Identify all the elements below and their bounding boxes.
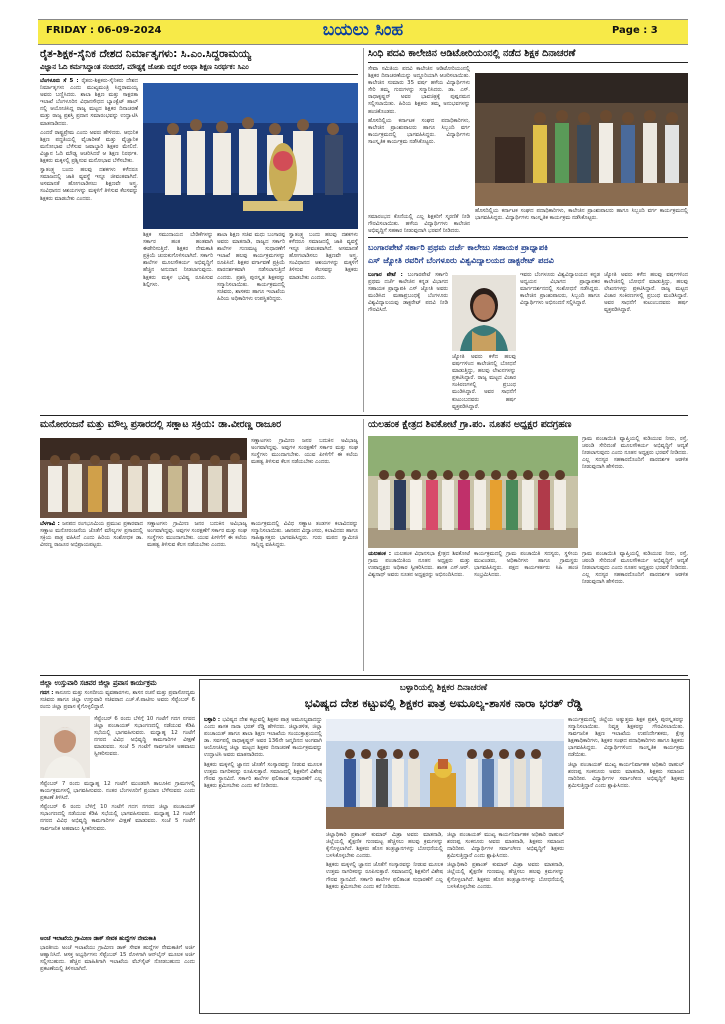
story7-photo	[326, 719, 564, 829]
story3-paragraph: ಬಂಗಾರಪೇಟೆ ಸರ್ಕಾರಿ ಪ್ರಥಮ ದರ್ಜೆ ಕಾಲೇಜಿನ ಕನ್ನಡ ವಿಭಾಗದ ಸಹಾಯಕ ಪ್ರಾಧ್ಯಾಪಕಿ ಎಸ್ ಜ್ಯೋತಿ ಅವರು ಮಂಡಿಸಿದ ಮಹಾಪ್ರಬಂಧಕ್ಕೆ ಬೆಂಗಳೂರು ವಿಶ್ವವಿದ್ಯಾಲಯವು ಡಾಕ್ಟರೇಟ್ ಪದವಿ ನೀಡಿ ಗೌರವಿಸಿದೆ.	[368, 272, 448, 314]
story7-paragraph: ಜಿಲ್ಲಾ ಪಂಚಾಯತ್ ಮುಖ್ಯ ಕಾರ್ಯನಿರ್ವಾಹಕ ಅಧಿಕಾರಿ ರಾಹುಲ್ ಶರಣಪ್ಪ ಸಂಕನೂರು ಅವರು ಮಾತನಾಡಿ, ಶಿಕ್ಷಕರು ಸಮಾಜದ ದಾರಿದೀಪ. ವಿದ್ಯಾರ್ಥಿಗಳ ಸರ್ವಾಂಗೀಣ ಅಭಿವೃದ್ಧಿಗೆ ಶಿಕ್ಷಕರು ಶ್ರಮಿಸುತ್ತಿದ್ದಾರೆ ಎಂದು ಶ್ಲಾಘಿಸಿದರು.	[568, 761, 684, 789]
story7-paragraph: ಕಾರ್ಯಕ್ರಮದಲ್ಲಿ ಜಿಲ್ಲೆಯ ಅತ್ಯುತ್ತಮ ಶಿಕ್ಷಕ ಪ್ರಶಸ್ತಿ ಪುರಸ್ಕೃತರನ್ನು ಸನ್ಮಾನಿಸಲಾಯಿತು. ನಿವೃತ್ತ ಶಿಕ್ಷಕರನ್ನು ಗೌರವಿಸಲಾಯಿತು. ಸಾರ್ವಜನಿಕ ಶಿಕ್ಷಣ ಇಲಾಖೆಯ ಉಪನಿರ್ದೇಶಕರು, ಕ್ಷೇತ್ರ ಶಿಕ್ಷಣಾಧಿಕಾರಿಗಳು, ಶಿಕ್ಷಕರ ಸಂಘದ ಪದಾಧಿಕಾರಿಗಳು ಹಾಗೂ ಶಿಕ್ಷಕರು ಭಾಗವಹಿಸಿದ್ದರು. ವಿದ್ಯಾರ್ಥಿಗಳಿಂದ ಸಾಂಸ್ಕೃತಿಕ ಕಾರ್ಯಕ್ರಮ ನಡೆಯಿತು.	[568, 717, 684, 759]
story7-paragraph: ಶಿಕ್ಷಕರು ಮಕ್ಕಳಲ್ಲಿ ಜ್ಞಾನದ ಜೊತೆಗೆ ಸಂಸ್ಕಾರವನ್ನು ನೀಡುವ ಮೂಲಕ ಉತ್ತಮ ನಾಗರಿಕರನ್ನು ರೂಪಿಸುತ್ತಾರೆ. ಸಮಾಜದಲ್ಲಿ ಶಿಕ್ಷಕರಿಗೆ ವಿಶೇಷ ಗೌರವ ಸ್ಥಾನವಿದೆ. ಸರ್ಕಾರಿ ಶಾಲೆಗಳ ಫಲಿತಾಂಶ ಸುಧಾರಣೆಗೆ ಎಲ್ಲ ಶಿಕ್ಷಕರು ಶ್ರಮಿಸಬೇಕು ಎಂದು ಕರೆ ನೀಡಿದರು.	[204, 761, 322, 789]
story1-paragraph: ಸ್ವಾತಂತ್ರ್ಯ ಬಂದು ಹಲವು ದಶಕಗಳು ಕಳೆದರೂ ಸಮಾಜದಲ್ಲಿ ಜಾತಿ ವ್ಯವಸ್ಥೆ ಇನ್ನೂ ಜೀವಂತವಾಗಿದೆ. ಅಸಮಾನತೆ ಹೋಗಲಾಡಿಸಲು ಶಿಕ್ಷಣವೇ ಅಸ್ತ್ರ. ಸಂವಿಧಾನದ ಆಶಯಗಳನ್ನು ಮಕ್ಕಳಿಗೆ ತಿಳಿಸುವ ಕೆಲಸವನ್ನು ಶಿಕ್ಷಕರು ಮಾಡಬೇಕು ಎಂದರು.	[289, 232, 358, 281]
story5-paragraph: ಕಾರ್ಯಕ್ರಮದಲ್ಲಿ ಗ್ರಾಮ ಪಂಚಾಯಿತಿ ಸದಸ್ಯರು, ಸ್ಥಳೀಯ ಮುಖಂಡರು, ಅಧಿಕಾರಿಗಳು ಹಾಗೂ ಗ್ರಾಮಸ್ಥರು ಭಾಗವಹಿಸಿದ್ದರು. ಪಕ್ಷದ ಕಾರ್ಯಕರ್ತರು ಸಿಹಿ ಹಂಚಿ ಸಂಭ್ರಮಿಸಿದರು.	[474, 551, 578, 579]
story1-paragraph: ರೈತರು-ಶಿಕ್ಷಕರು-ಸೈನಿಕರು ದೇಶದ ನಿರ್ಮಾತೃಗಳು ಎಂದು ಮುಖ್ಯಮಂತ್ರಿ ಸಿದ್ದರಾಮಯ್ಯ ಅವರು ಬಣ್ಣಿಸಿದರು. ಶಾಲಾ ಶಿಕ್ಷಣ ಮತ್ತು ಸಾಕ್ಷರತಾ ಇಲಾಖೆ ಬೆಂಗಳೂರಿನ ವಿಧಾನಸೌಧದ ಬ್ಯಾಂಕ್ವೆಟ್ ಹಾಲ್ ನಲ್ಲಿ ಆಯೋಜಿಸಿದ್ದ ರಾಜ್ಯ ಮಟ್ಟದ ಶಿಕ್ಷಕರ ದಿನಾಚರಣೆ ಮತ್ತು ರಾಜ್ಯ ಪ್ರಶಸ್ತಿ ಪ್ರದಾನ ಸಮಾರಂಭವನ್ನು ಉದ್ಘಾಟಿಸಿ ಮಾತನಾಡಿದರು.	[40, 78, 138, 127]
story7-column-4	[568, 717, 684, 1007]
story5-column-1	[582, 436, 688, 548]
story2-paragraph: ಹೊಸದಿಲ್ಲಿಯ ಕರ್ನಾಟಕ ಸಂಘದ ಪದಾಧಿಕಾರಿಗಳು, ಕಾಲೇಜಿನ ಪ್ರಾಂಶುಪಾಲರು ಹಾಗೂ ಸಿಬ್ಬಂದಿ ವರ್ಗ ಕಾರ್ಯಕ್ರಮದಲ್ಲಿ ಭಾಗವಹಿಸಿದ್ದರು. ವಿದ್ಯಾರ್ಥಿಗಳು ಸಾಂಸ್ಕೃತಿಕ ಕಾರ್ಯಕ್ರಮ ನಡೆಸಿಕೊಟ್ಟರು.	[368, 117, 470, 145]
story5-column-2	[368, 551, 470, 671]
story3-paragraph: ಜ್ಯೋತಿ ಅವರು ಕಳೆದ ಹಲವು ವರ್ಷಗಳಿಂದ ಕಾಲೇಜಿನಲ್ಲಿ ಬೋಧನೆ ಮಾಡುತ್ತಿದ್ದು, ಹಲವು ಲೇಖನಗಳನ್ನು ಪ್ರಕಟಿಸಿದ್ದಾರೆ. ರಾಜ್ಯ ಮಟ್ಟದ ವಿಚಾರ ಸಂಕಿರಣಗಳಲ್ಲಿ ಪ್ರಬಂಧ ಮಂಡಿಸಿದ್ದಾರೆ. ಅವರ ಸಾಧನೆಗೆ ಕುಟುಂಬದವರು ಹರ್ಷ ವ್ಯಕ್ತಪಡಿಸಿದ್ದಾರೆ.	[604, 272, 688, 314]
story4-paragraph: ಜನಪದ ರಂಗಭೂಮಿಯ ಪ್ರಮುಖ ಪ್ರಕಾರವಾದ ಸಣ್ಣಾಟ ಮನೋರಂಜನೆಯ ಜೊತೆಗೆ ಮೌಲ್ಯಗಳ ಪ್ರಸಾರದಲ್ಲಿ ಸಕ್ರಿಯ ಪಾತ್ರ ವಹಿಸಿದೆ ಎಂದು ಹಿರಿಯ ಸಂಶೋಧಕ ಡಾ. ವೀರಣ್ಣ ರಾಜೂರ ಅಭಿಪ್ರಾಯಪಟ್ಟರು.	[40, 521, 143, 549]
story2-paragraph: ಸಮಾರಂಭದ ಕೊನೆಯಲ್ಲಿ ಎಲ್ಲ ಶಿಕ್ಷಕರಿಗೆ ಸ್ಮರಣಿಕೆ ನೀಡಿ ಗೌರವಿಸಲಾಯಿತು. ಹಳೆಯ ವಿದ್ಯಾರ್ಥಿಗಳು ಕಾಲೇಜಿನ ಅಭಿವೃದ್ಧಿಗೆ ಸಹಕಾರ ನೀಡುವುದಾಗಿ ಭರವಸೆ ನೀಡಿದರು.	[368, 214, 470, 234]
story6-column-3	[40, 945, 195, 1009]
story2-photo	[475, 73, 688, 206]
story2-paragraph: ಹೊಸದಿಲ್ಲಿಯ ಕರ್ನಾಟಕ ಸಂಘದ ಪದಾಧಿಕಾರಿಗಳು, ಕಾಲೇಜಿನ ಪ್ರಾಂಶುಪಾಲರು ಹಾಗೂ ಸಿಬ್ಬಂದಿ ವರ್ಗ ಕಾರ್ಯಕ್ರಮದಲ್ಲಿ ಭಾಗವಹಿಸಿದ್ದರು. ವಿದ್ಯಾರ್ಥಿಗಳು ಸಾಂಸ್ಕೃತಿಕ ಕಾರ್ಯಕ್ರಮ ನಡೆಸಿಕೊಟ್ಟರು.	[475, 208, 688, 222]
story6-dateline: ಗದಗ :	[40, 690, 54, 696]
story4-paragraph: ಸಣ್ಣಾಟಗಳು ಗ್ರಾಮೀಣ ಜನರ ಬದುಕಿನ ಅವಿಭಾಜ್ಯ ಅಂಗವಾಗಿದ್ದವು. ಅವುಗಳ ಸಂರಕ್ಷಣೆಗೆ ಸರ್ಕಾರ ಮತ್ತು ಸಂಘ ಸಂಸ್ಥೆಗಳು ಮುಂದಾಗಬೇಕು. ಯುವ ಪೀಳಿಗೆಗೆ ಈ ಕಲೆಯ ಮಹತ್ವ ತಿಳಿಸುವ ಕೆಲಸ ನಡೆಯಬೇಕು ಎಂದರು.	[147, 521, 247, 549]
page-number: Page : 3	[612, 25, 658, 36]
story7-paragraph: ಜಿಲ್ಲಾ ಪಂಚಾಯತ್ ಮುಖ್ಯ ಕಾರ್ಯನಿರ್ವಾಹಕ ಅಧಿಕಾರಿ ರಾಹುಲ್ ಶರಣಪ್ಪ ಸಂಕನೂರು ಅವರು ಮಾತನಾಡಿ, ಶಿಕ್ಷಕರು ಸಮಾಜದ ದಾರಿದೀಪ. ವಿದ್ಯಾರ್ಥಿಗಳ ಸರ್ವಾಂಗೀಣ ಅಭಿವೃದ್ಧಿಗೆ ಶಿಕ್ಷಕರು ಶ್ರಮಿಸುತ್ತಿದ್ದಾರೆ ಎಂದು ಶ್ಲಾಘಿಸಿದರು.	[447, 832, 564, 860]
story6-paragraph: ಕಾನೂನು ಮತ್ತು ಸಂಸದೀಯ ವ್ಯವಹಾರಗಳು, ಶಾಸನ ರಚನೆ ಮತ್ತು ಪ್ರವಾಸೋದ್ಯಮ ಸಚಿವರು ಹಾಗೂ ಜಿಲ್ಲಾ ಉಸ್ತುವಾರಿ ಸಚಿವರಾದ ಎಚ್.ಕೆ.ಪಾಟೀಲ ಅವರು ಸೆಪ್ಟೆಂಬರ್ 6 ರಂದು ಜಿಲ್ಲಾ ಪ್ರವಾಸ ಕೈಗೊಳ್ಳಲಿದ್ದಾರೆ.	[40, 690, 195, 711]
story5-dateline: ಯಲಹಂಕ :	[368, 551, 392, 557]
story2-paragraph: ಸೇವಾ ಸಮಿತಿಯ ಪದವಿ ಕಾಲೇಜಿನ ಆಡಿಟೋರಿಯಂನಲ್ಲಿ ಶಿಕ್ಷಕರ ದಿನಾಚರಣೆಯನ್ನು ಅದ್ದೂರಿಯಾಗಿ ಆಚರಿಸಲಾಯಿತು. ಕಾಲೇಜಿನ ಸುಮಾರು 35 ವರ್ಷ ಹಳೆಯ ವಿದ್ಯಾರ್ಥಿಗಳು ಸೇರಿ ತಮ್ಮ ಗುರುಗಳನ್ನು ಸನ್ಮಾನಿಸಿದರು. ಡಾ. ಎಸ್. ರಾಧಾಕೃಷ್ಣನ್ ಅವರ ಭಾವಚಿತ್ರಕ್ಕೆ ಪುಷ್ಪನಮನ ಸಲ್ಲಿಸಲಾಯಿತು. ಹಿರಿಯ ಶಿಕ್ಷಕರು ತಮ್ಮ ಅನುಭವಗಳನ್ನು ಹಂಚಿಕೊಂಡರು.	[368, 66, 470, 115]
story1-column-4	[289, 232, 358, 412]
story1-paragraph: ಎಂದರೆ ರಾಷ್ಟ್ರಪ್ರೇಮ ಎಂದು ಅವರು ಹೇಳಿದರು. ಆಧುನಿಕ ಶಿಕ್ಷಣ ಪದ್ಧತಿಯಲ್ಲಿ ವೈಚಾರಿಕತೆ ಮತ್ತು ವೈಜ್ಞಾನಿಕ ಮನೋಭಾವ ಬೆಳೆಸುವ ಜವಾಬ್ದಾರಿ ಶಿಕ್ಷಕರ ಮೇಲಿದೆ. ವಿಜ್ಞಾನ ಓದಿ ಮೌಢ್ಯ ಆಚರಿಸಿದರೆ ಆ ಶಿಕ್ಷಣ ನಿರರ್ಥಕ. ಶಿಕ್ಷಕರು ಮಕ್ಕಳಲ್ಲಿ ಪ್ರಶ್ನಿಸುವ ಮನೋಭಾವ ಬೆಳೆಸಬೇಕು.	[40, 129, 138, 165]
story1-column-1	[40, 78, 138, 412]
story4-column-2	[40, 521, 143, 671]
story7-paragraph: ಜಿಲ್ಲಾಧಿಕಾರಿ ಪ್ರಶಾಂತ್ ಕುಮಾರ್ ಮಿಶ್ರಾ ಅವರು ಮಾತನಾಡಿ, ಜಿಲ್ಲೆಯಲ್ಲಿ ಶೈಕ್ಷಣಿಕ ಗುಣಮಟ್ಟ ಹೆಚ್ಚಿಸಲು ಹಲವು ಕ್ರಮಗಳನ್ನು ಕೈಗೊಳ್ಳಲಾಗಿದೆ. ಶಿಕ್ಷಕರು ಹೊಸ ತಂತ್ರಜ್ಞಾನಗಳನ್ನು ಬೋಧನೆಯಲ್ಲಿ ಬಳಸಿಕೊಳ್ಳಬೇಕು ಎಂದರು.	[447, 862, 564, 890]
story4-paragraph: ಕಾರ್ಯಕ್ರಮದಲ್ಲಿ ವಿವಿಧ ಸಣ್ಣಾಟ ತಂಡಗಳ ಕಲಾವಿದರನ್ನು ಸನ್ಮಾನಿಸಲಾಯಿತು. ಜಾನಪದ ವಿದ್ವಾಂಸರು, ಕಲಾವಿದರು ಹಾಗೂ ಸಾಹಿತ್ಯಾಸಕ್ತರು ಭಾಗವಹಿಸಿದ್ದರು. ಗುರು ಮಠದ ಸ್ವಾಮೀಜಿ ಸಾನ್ನಿಧ್ಯ ವಹಿಸಿದ್ದರು.	[251, 521, 358, 549]
story7-column-2	[326, 832, 443, 1007]
story6-column-1	[94, 716, 195, 778]
story7-paragraph: ಜಿಲ್ಲಾಧಿಕಾರಿ ಪ್ರಶಾಂತ್ ಕುಮಾರ್ ಮಿಶ್ರಾ ಅವರು ಮಾತನಾಡಿ, ಜಿಲ್ಲೆಯಲ್ಲಿ ಶೈಕ್ಷಣಿಕ ಗುಣಮಟ್ಟ ಹೆಚ್ಚಿಸಲು ಹಲವು ಕ್ರಮಗಳನ್ನು ಕೈಗೊಳ್ಳಲಾಗಿದೆ. ಶಿಕ್ಷಕರು ಹೊಸ ತಂತ್ರಜ್ಞಾನಗಳನ್ನು ಬೋಧನೆಯಲ್ಲಿ ಬಳಸಿಕೊಳ್ಳಬೇಕು ಎಂದರು.	[326, 832, 443, 860]
story6-paragraph: ಸೆಪ್ಟೆಂಬರ್ 6 ರಂದು ಬೆಳಿಗ್ಗೆ 10 ಗಂಟೆಗೆ ಗದಗ ನಗರದ ಜಿಲ್ಲಾ ಪಂಚಾಯತ್ ಸಭಾಂಗಣದಲ್ಲಿ ನಡೆಯುವ ಕೆಡಿಪಿ ಸಭೆಯಲ್ಲಿ ಭಾಗವಹಿಸುವರು. ಮಧ್ಯಾಹ್ನ 12 ಗಂಟೆಗೆ ನಗರದ ವಿವಿಧ ಅಭಿವೃದ್ಧಿ ಕಾಮಗಾರಿಗಳ ವೀಕ್ಷಣೆ ಮಾಡುವರು. ಸಂಜೆ 5 ಗಂಟೆಗೆ ಸಾರ್ವಜನಿಕ ಅಹವಾಲು ಸ್ವೀಕರಿಸುವರು.	[40, 804, 195, 832]
story1-headline: ರೈತ-ಶಿಕ್ಷಕ-ಸೈನಿಕ ದೇಶದ ನಿರ್ಮಾತೃಗಳು: ಸಿ.ಎಂ.ಸಿದ್ದರಾಮಯ್ಯ	[40, 48, 252, 60]
divider	[40, 415, 688, 416]
divider	[40, 675, 688, 676]
story6-headline: ಜಿಲ್ಲಾ ಉಸ್ತುವಾರಿ ಸಚಿವರ ಜಿಲ್ಲಾ ಪ್ರವಾಸ ಕಾರ್ಯಕ್ರಮ	[40, 679, 157, 687]
story7-kicker: ಬಳ್ಳಾರಿಯಲ್ಲಿ ಶಿಕ್ಷಕರ ದಿನಾಚರಣೆ	[399, 683, 488, 693]
story6-paragraph: ಭಾರತೀಯ ಅಂಚೆ ಇಲಾಖೆಯು ಗ್ರಾಮೀಣ ಡಾಕ್ ಸೇವಕ ಹುದ್ದೆಗಳ ನೇಮಕಾತಿಗೆ ಅರ್ಜಿ ಆಹ್ವಾನಿಸಿದೆ. ಆಸಕ್ತ ಅಭ್ಯರ್ಥಿಗಳು ಸೆಪ್ಟೆಂಬರ್ 15 ರೊಳಗಾಗಿ ಆನ್‌ಲೈನ್ ಮೂಲಕ ಅರ್ಜಿ ಸಲ್ಲಿಸಬಹುದು. ಹೆಚ್ಚಿನ ಮಾಹಿತಿಗಾಗಿ ಇಲಾಖೆಯ ವೆಬ್‌ಸೈಟ್ ನೋಡಬಹುದು ಎಂದು ಪ್ರಕಟಣೆಯಲ್ಲಿ ತಿಳಿಸಲಾಗಿದೆ.	[40, 945, 195, 973]
story3-headline-line2: ಎಸ್ ಜ್ಯೋತಿ ರವರಿಗೆ ಬೆಂಗಳೂರು ವಿಶ್ವವಿದ್ಯಾಲಯದ ಡಾಕ್ಟರೇಟ್ ಪದವಿ	[368, 255, 554, 265]
story3-dateline: ಬಂಗಾರ ಪೇಟೆ :	[368, 272, 403, 278]
story1-paragraph: ಶಿಕ್ಷಕ ಸಮುದಾಯದ ಬೇಡಿಕೆಗಳನ್ನು ಸರ್ಕಾರ ಹಂತ ಹಂತವಾಗಿ ಈಡೇರಿಸುತ್ತಿದೆ. ಶಿಕ್ಷಕರ ನೇಮಕಾತಿ ಪ್ರಕ್ರಿಯೆ ಚುರುಕುಗೊಳಿಸಲಾಗಿದೆ. ಸರ್ಕಾರಿ ಶಾಲೆಗಳ ಮೂಲಸೌಕರ್ಯ ಅಭಿವೃದ್ಧಿಗೆ ಹೆಚ್ಚಿನ ಅನುದಾನ ನೀಡಲಾಗುವುದು. ಶಿಕ್ಷಕರು ಮಕ್ಕಳ ಭವಿಷ್ಯ ರೂಪಿಸುವ ಶಿಲ್ಪಿಗಳು.	[143, 232, 213, 288]
story5-headline: ಯಲಹಂಕ ಕ್ಷೇತ್ರದ ಶಿವಕೋಟೆ ಗ್ರಾ.ಪಂ. ನೂತನ ಅಧ್ಯಕ್ಷರ ಪದಗ್ರಹಣ	[368, 419, 572, 430]
newspaper-title: ಬಯಲು ಸಿಂಹ	[322, 20, 404, 40]
story7-column-3	[447, 832, 564, 1007]
story5-paragraph: ಗ್ರಾಮ ಪಂಚಾಯಿತಿ ವ್ಯಾಪ್ತಿಯಲ್ಲಿ ಕುಡಿಯುವ ನೀರು, ರಸ್ತೆ, ಚರಂಡಿ ಸೇರಿದಂತೆ ಮೂಲಸೌಕರ್ಯ ಅಭಿವೃದ್ಧಿಗೆ ಆದ್ಯತೆ ನೀಡಲಾಗುವುದು ಎಂದು ನೂತನ ಅಧ್ಯಕ್ಷರು ಭರವಸೆ ನೀಡಿದರು. ಎಲ್ಲ ಸದಸ್ಯರ ಸಹಕಾರದೊಂದಿಗೆ ಪಾರದರ್ಶಕ ಆಡಳಿತ ನೀಡುವುದಾಗಿ ಹೇಳಿದರು.	[582, 551, 688, 586]
story4-column-3	[147, 521, 247, 671]
story2-column-1	[368, 66, 470, 212]
story3-portrait	[452, 275, 516, 351]
story5-paragraph: ಗ್ರಾಮ ಪಂಚಾಯಿತಿ ವ್ಯಾಪ್ತಿಯಲ್ಲಿ ಕುಡಿಯುವ ನೀರು, ರಸ್ತೆ, ಚರಂಡಿ ಸೇರಿದಂತೆ ಮೂಲಸೌಕರ್ಯ ಅಭಿವೃದ್ಧಿಗೆ ಆದ್ಯತೆ ನೀಡಲಾಗುವುದು ಎಂದು ನೂತನ ಅಧ್ಯಕ್ಷರು ಭರವಸೆ ನೀಡಿದರು. ಎಲ್ಲ ಸದಸ್ಯರ ಸಹಕಾರದೊಂದಿಗೆ ಪಾರದರ್ಶಕ ಆಡಳಿತ ನೀಡುವುದಾಗಿ ಹೇಳಿದರು.	[582, 436, 688, 471]
story6-paragraph: ಸೆಪ್ಟೆಂಬರ್ 6 ರಂದು ಬೆಳಿಗ್ಗೆ 10 ಗಂಟೆಗೆ ಗದಗ ನಗರದ ಜಿಲ್ಲಾ ಪಂಚಾಯತ್ ಸಭಾಂಗಣದಲ್ಲಿ ನಡೆಯುವ ಕೆಡಿಪಿ ಸಭೆಯಲ್ಲಿ ಭಾಗವಹಿಸುವರು. ಮಧ್ಯಾಹ್ನ 12 ಗಂಟೆಗೆ ನಗರದ ವಿವಿಧ ಅಭಿವೃದ್ಧಿ ಕಾಮಗಾರಿಗಳ ವೀಕ್ಷಣೆ ಮಾಡುವರು. ಸಂಜೆ 5 ಗಂಟೆಗೆ ಸಾರ್ವಜನಿಕ ಅಹವಾಲು ಸ್ವೀಕರಿಸುವರು.	[94, 716, 195, 758]
story3-paragraph: ಜ್ಯೋತಿ ಅವರು ಕಳೆದ ಹಲವು ವರ್ಷಗಳಿಂದ ಕಾಲೇಜಿನಲ್ಲಿ ಬೋಧನೆ ಮಾಡುತ್ತಿದ್ದು, ಹಲವು ಲೇಖನಗಳನ್ನು ಪ್ರಕಟಿಸಿದ್ದಾರೆ. ರಾಜ್ಯ ಮಟ್ಟದ ವಿಚಾರ ಸಂಕಿರಣಗಳಲ್ಲಿ ಪ್ರಬಂಧ ಮಂಡಿಸಿದ್ದಾರೆ. ಅವರ ಸಾಧನೆಗೆ ಕುಟುಂಬದವರು ಹರ್ಷ ವ್ಯಕ್ತಪಡಿಸಿದ್ದಾರೆ.	[452, 354, 516, 410]
story1-paragraph: ಸ್ವಾತಂತ್ರ್ಯ ಬಂದು ಹಲವು ದಶಕಗಳು ಕಳೆದರೂ ಸಮಾಜದಲ್ಲಿ ಜಾತಿ ವ್ಯವಸ್ಥೆ ಇನ್ನೂ ಜೀವಂತವಾಗಿದೆ. ಅಸಮಾನತೆ ಹೋಗಲಾಡಿಸಲು ಶಿಕ್ಷಣವೇ ಅಸ್ತ್ರ. ಸಂವಿಧಾನದ ಆಶಯಗಳನ್ನು ಮಕ್ಕಳಿಗೆ ತಿಳಿಸುವ ಕೆಲಸವನ್ನು ಶಿಕ್ಷಕರು ಮಾಡಬೇಕು ಎಂದರು.	[40, 167, 138, 202]
story3-column-3	[520, 272, 600, 412]
story7-column-1	[204, 717, 322, 1007]
story2-column-2	[368, 214, 470, 234]
story3-column-1	[368, 272, 448, 412]
divider	[40, 74, 358, 75]
divider	[363, 48, 364, 412]
story5-photo	[368, 436, 578, 548]
story7-dateline: ಬಳ್ಳಾರಿ :	[204, 717, 221, 723]
story1-column-2	[143, 232, 213, 412]
story4-column-4	[251, 521, 358, 671]
story1-subhead: ವಿಜ್ಞಾನ ಓದಿ ಕರ್ಮಸಿದ್ಧಾಂತ ನಂಬಿದರೆ, ಮೌಢ್ಯಕ್ಕೆ ಜೋತು ಬಿದ್ದರೆ ಅಂಥಾ ಶಿಕ್ಷಣ ನಿರರ್ಥಕ: ಸಿಎಂ	[40, 63, 249, 71]
divider	[368, 237, 688, 238]
story3-headline: ಬಂಗಾರಪೇಟೆ ಸರ್ಕಾರಿ ಪ್ರಥಮ ದರ್ಜೆ ಕಾಲೇಜು ಸಹಾಯಕ ಪ್ರಾಧ್ಯಾಪಕಿ	[368, 242, 549, 252]
story2-headline: ಸಿಂಧಿ ಪದವಿ ಕಾಲೇಜಿನ ಆಡಿಟೋರಿಯಂನಲ್ಲಿ ನಡೆದ ಶಿಕ್ಷಕ ದಿನಾಚರಣೆ	[368, 48, 576, 59]
story6-paragraph: ಸೆಪ್ಟೆಂಬರ್ 7 ರಂದು ಮಧ್ಯಾಹ್ನ 12 ಗಂಟೆಗೆ ಮುಂಡರಗಿ ತಾಲೂಕಿನ ಗ್ರಾಮಗಳಲ್ಲಿ ಕಾರ್ಯಕ್ರಮಗಳಲ್ಲಿ ಭಾಗವಹಿಸುವರು. ನಂತರ ಬೆಂಗಳೂರಿಗೆ ಪ್ರಯಾಣ ಬೆಳೆಸುವರು ಎಂದು ಪ್ರಕಟಣೆ ತಿಳಿಸಿದೆ.	[40, 781, 195, 802]
story5-column-3	[474, 551, 578, 671]
story1-photo	[143, 83, 358, 229]
story6-subhead: ಅಂಚೆ ಇಲಾಖೆಯ ಗ್ರಾಮೀಣ ಡಾಕ್ ಸೇವಕ ಹುದ್ದೆಗಳ ನೇಮಕಾತಿ	[40, 936, 157, 942]
story4-dateline: ಬೆಳಗಾವಿ :	[40, 521, 60, 527]
story3-column-2	[452, 354, 516, 412]
story4-photo	[40, 438, 247, 518]
story7-headline: ಭವಿಷ್ಯದ ದೇಶ ಕಟ್ಟುವಲ್ಲಿ ಶಿಕ್ಷಕರ ಪಾತ್ರ ಅಮೂಲ್ಯ-ಶಾಸಕ ನಾರಾ ಭರತ್ ರೆಡ್ಡಿ	[304, 696, 583, 710]
story1-paragraph: ಶಾಲಾ ಶಿಕ್ಷಣ ಸಚಿವ ಮಧು ಬಂಗಾರಪ್ಪ ಅವರು ಮಾತನಾಡಿ, ರಾಜ್ಯದ ಸರ್ಕಾರಿ ಶಾಲೆಗಳ ಗುಣಮಟ್ಟ ಸುಧಾರಣೆಗೆ ಇಲಾಖೆ ಹಲವು ಕಾರ್ಯಕ್ರಮಗಳನ್ನು ರೂಪಿಸಿದೆ. ಶಿಕ್ಷಕರ ವರ್ಗಾವಣೆ ಪ್ರಕ್ರಿಯೆ ಪಾರದರ್ಶಕವಾಗಿ ನಡೆಸಲಾಗುತ್ತಿದೆ ಎಂದರು. ಪ್ರಶಸ್ತಿ ಪುರಸ್ಕೃತ ಶಿಕ್ಷಕರನ್ನು ಸನ್ಮಾನಿಸಲಾಯಿತು. ಕಾರ್ಯಕ್ರಮದಲ್ಲಿ ಸಚಿವರು, ಶಾಸಕರು ಹಾಗೂ ಇಲಾಖೆಯ ಹಿರಿಯ ಅಧಿಕಾರಿಗಳು ಉಪಸ್ಥಿತರಿದ್ದರು.	[217, 232, 285, 302]
story5-paragraph: ಯಲಹಂಕ ವಿಧಾನಸಭಾ ಕ್ಷೇತ್ರದ ಶಿವಕೋಟೆ ಗ್ರಾಮ ಪಂಚಾಯಿತಿಯ ನೂತನ ಅಧ್ಯಕ್ಷರು ಮತ್ತು ಉಪಾಧ್ಯಕ್ಷರು ಅಧಿಕಾರ ಸ್ವೀಕರಿಸಿದರು. ಶಾಸಕ ಎಸ್.ಆರ್. ವಿಶ್ವನಾಥ್ ಅವರು ನೂತನ ಅಧ್ಯಕ್ಷರನ್ನು ಅಭಿನಂದಿಸಿದರು.	[368, 551, 470, 579]
story5-column-4	[582, 551, 688, 671]
story1-dateline: ಬೆಂಗಳೂರು ಸೆ 5 :	[40, 78, 79, 84]
story3-column-4	[604, 272, 688, 412]
divider	[363, 419, 364, 671]
story4-column-1	[251, 438, 358, 518]
issue-date: FRIDAY : 06-09-2024	[46, 25, 162, 36]
story4-headline: ಮನೋರಂಜನೆ ಮತ್ತು ಮೌಲ್ಯ ಪ್ರಸಾರದಲ್ಲಿ ಸಣ್ಣಾಟ ಸಕ್ರಿಯ: ಡಾ.ವೀರಣ್ಣ ರಾಜೂರ	[40, 419, 282, 430]
story6-intro	[40, 690, 195, 714]
story6-portrait	[40, 716, 90, 778]
story1-column-3	[217, 232, 285, 412]
story2-column-3	[475, 208, 688, 234]
story7-paragraph: ಶಿಕ್ಷಕರು ಮಕ್ಕಳಲ್ಲಿ ಜ್ಞಾನದ ಜೊತೆಗೆ ಸಂಸ್ಕಾರವನ್ನು ನೀಡುವ ಮೂಲಕ ಉತ್ತಮ ನಾಗರಿಕರನ್ನು ರೂಪಿಸುತ್ತಾರೆ. ಸಮಾಜದಲ್ಲಿ ಶಿಕ್ಷಕರಿಗೆ ವಿಶೇಷ ಗೌರವ ಸ್ಥಾನವಿದೆ. ಸರ್ಕಾರಿ ಶಾಲೆಗಳ ಫಲಿತಾಂಶ ಸುಧಾರಣೆಗೆ ಎಲ್ಲ ಶಿಕ್ಷಕರು ಶ್ರಮಿಸಬೇಕು ಎಂದು ಕರೆ ನೀಡಿದರು.	[326, 862, 443, 890]
story3-paragraph: ಇವರು ಬೆಂಗಳೂರು ವಿಶ್ವವಿದ್ಯಾಲಯದ ಕನ್ನಡ ಅಧ್ಯಯನ ವಿಭಾಗದ ಪ್ರಾಧ್ಯಾಪಕರ ಮಾರ್ಗದರ್ಶನದಲ್ಲಿ ಸಂಶೋಧನೆ ನಡೆಸಿದ್ದರು. ಕಾಲೇಜಿನ ಪ್ರಾಂಶುಪಾಲರು, ಸಿಬ್ಬಂದಿ ಹಾಗೂ ವಿದ್ಯಾರ್ಥಿಗಳು ಅಭಿನಂದನೆ ಸಲ್ಲಿಸಿದ್ದಾರೆ.	[520, 272, 600, 307]
story4-paragraph: ಸಣ್ಣಾಟಗಳು ಗ್ರಾಮೀಣ ಜನರ ಬದುಕಿನ ಅವಿಭಾಜ್ಯ ಅಂಗವಾಗಿದ್ದವು. ಅವುಗಳ ಸಂರಕ್ಷಣೆಗೆ ಸರ್ಕಾರ ಮತ್ತು ಸಂಘ ಸಂಸ್ಥೆಗಳು ಮುಂದಾಗಬೇಕು. ಯುವ ಪೀಳಿಗೆಗೆ ಈ ಕಲೆಯ ಮಹತ್ವ ತಿಳಿಸುವ ಕೆಲಸ ನಡೆಯಬೇಕು ಎಂದರು.	[251, 438, 358, 466]
divider	[368, 62, 688, 63]
story6-column-2	[40, 781, 195, 931]
story7-paragraph: ಭವಿಷ್ಯದ ದೇಶ ಕಟ್ಟುವಲ್ಲಿ ಶಿಕ್ಷಕರ ಪಾತ್ರ ಅಮೂಲ್ಯವಾದದ್ದು ಎಂದು ಶಾಸಕ ನಾರಾ ಭರತ್ ರೆಡ್ಡಿ ಹೇಳಿದರು. ಜಿಲ್ಲಾಡಳಿತ, ಜಿಲ್ಲಾ ಪಂಚಾಯತ್ ಹಾಗೂ ಶಾಲಾ ಶಿಕ್ಷಣ ಇಲಾಖೆಯ ಸಂಯುಕ್ತಾಶ್ರಯದಲ್ಲಿ ಡಾ. ಸರ್ವಪಲ್ಲಿ ರಾಧಾಕೃಷ್ಣನ್ ಅವರ 136ನೇ ಜನ್ಮದಿನದ ಅಂಗವಾಗಿ ಆಯೋಜಿಸಿದ್ದ ಜಿಲ್ಲಾ ಮಟ್ಟದ ಶಿಕ್ಷಕರ ದಿನಾಚರಣೆ ಕಾರ್ಯಕ್ರಮವನ್ನು ಉದ್ಘಾಟಿಸಿ ಅವರು ಮಾತನಾಡಿದರು.	[204, 717, 322, 759]
